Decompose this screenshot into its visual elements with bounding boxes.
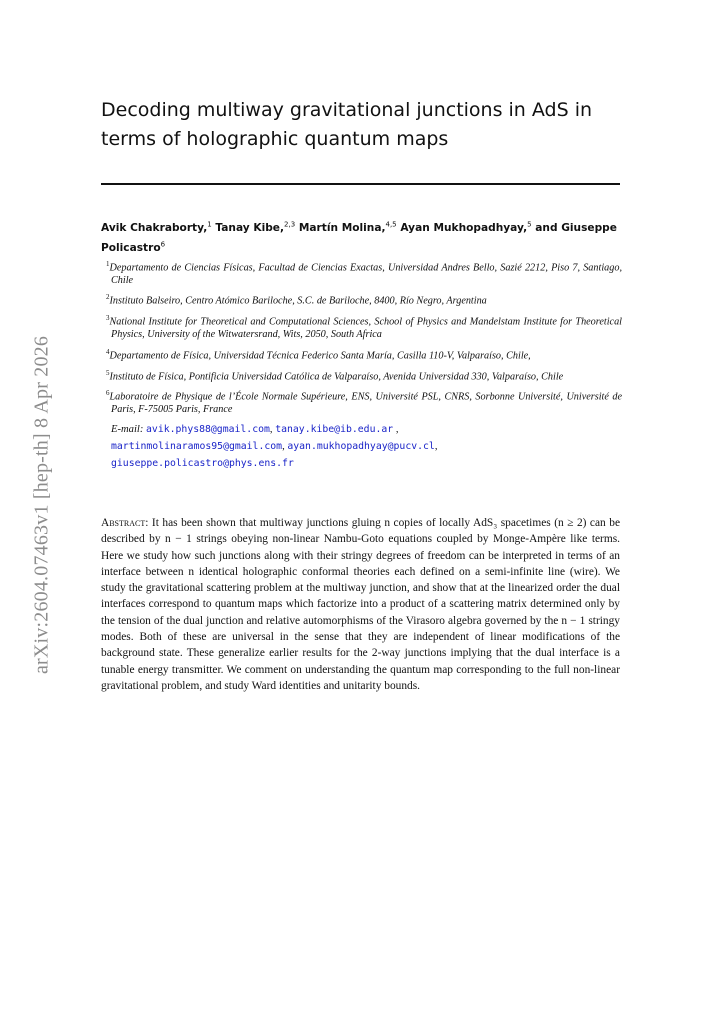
email-link[interactable]: ayan.mukhopadhyay@pucv.cl	[287, 440, 435, 452]
arxiv-identifier: arXiv:2604.07463v1 [hep-th] 8 Apr 2026	[30, 335, 53, 675]
affiliation: $^2$Instituto Balseiro, Centro Atómico Bariloche, S.C. de Bariloche, 8400, Río Negro, Argentina	[106, 293, 487, 307]
email-link[interactable]: giuseppe.policastro@phys.ens.fr	[111, 457, 294, 469]
email-link[interactable]: avik.phys88@gmail.com	[146, 423, 270, 435]
affiliation: $^3$National Institute for Theoretical and Computational Sciences, School of Physics and Mandelstam Institute for Theoretical Physics, University of the Witwatersrand, Wits, 2050, South Africa	[106, 314, 622, 341]
email-block: E-mail: avik.phys88@gmail.com, tanay.kibe@ib.edu.ar , martinmolinaramos95@gmail.com, ayan.mukhopadhyay@pucv.cl, giuseppe.policastro@phys.ens.fr	[111, 423, 438, 469]
paper-title: Decoding multiway gravitational junctions in AdS in terms of holographic quantum maps	[101, 99, 593, 150]
author: Avik Chakraborty,$^1$	[101, 220, 212, 234]
abstract	[101, 515, 620, 694]
author-list	[101, 216, 620, 257]
affiliation: $^6$Laboratoire de Physique de l’École Normale Supérieure, ENS, Université PSL, CNRS, Sorbonne Université, Université de Paris, F-75005 Paris, France	[106, 389, 622, 416]
email-link[interactable]: tanay.kibe@ib.edu.ar	[275, 423, 394, 435]
abstract-label: Abstract:	[101, 517, 149, 529]
author: Martín Molina,$^{4,5}$	[298, 220, 397, 234]
email-link[interactable]: martinmolinaramos95@gmail.com	[111, 440, 283, 452]
author: Ayan Mukhopadhyay,$^5$	[400, 220, 532, 234]
author: Tanay Kibe,$^{2,3}$	[215, 220, 296, 234]
email-label: E-mail:	[111, 423, 144, 435]
affiliation: $^1$Departamento de Ciencias Físicas, Facultad de Ciencias Exactas, Universidad Andres Bello, Sazié 2212, Piso 7, Santiago, Chile	[106, 260, 622, 286]
arxiv-stamp	[17, 310, 67, 700]
affiliation-list	[101, 258, 622, 472]
abstract-text: It has been shown that multiway junctions gluing n copies of locally AdS₃ spacetimes (n ≥ 2) can be described by n − 1 strings obeying non-linear Nambu-Goto equations coupled by Monge-Ampère like terms. Here we study how such junctions along with their stringy degrees of freedom can be interpreted in terms of an interface between n identical holographic conformal theories each defined on a semi-infinite line (wire). We study the gravitational scattering problem at the multiway junction, and show that at the linearized order the dual interfaces correspond to quantum maps which factorize into a product of a scattering matrix determined only by the tension of the dual junction and relative automorphisms of the Virasoro algebra governed by the n − 1 stringy modes. Both of these are universal in the sense that they are independent of linear modifications of the background state. These generalize earlier results for the 2-way junctions implying that the dual interface is a tunable energy transmitter. We comment on understanding the quantum map corresponding to the full non-linear gravitational problem, and study Ward identities and unitarity bounds.	[101, 517, 620, 692]
title-rule	[101, 183, 620, 185]
author: and Giuseppe Policastro$^6$	[101, 221, 617, 255]
affiliation: $^5$Instituto de Física, Pontificia Universidad Católica de Valparaíso, Avenida Universidad 330, Valparaíso, Chile	[106, 368, 564, 382]
affiliation: $^4$Departamento de Física, Universidad Técnica Federico Santa María, Casilla 110-V, Valparaíso, Chile,	[106, 347, 531, 362]
